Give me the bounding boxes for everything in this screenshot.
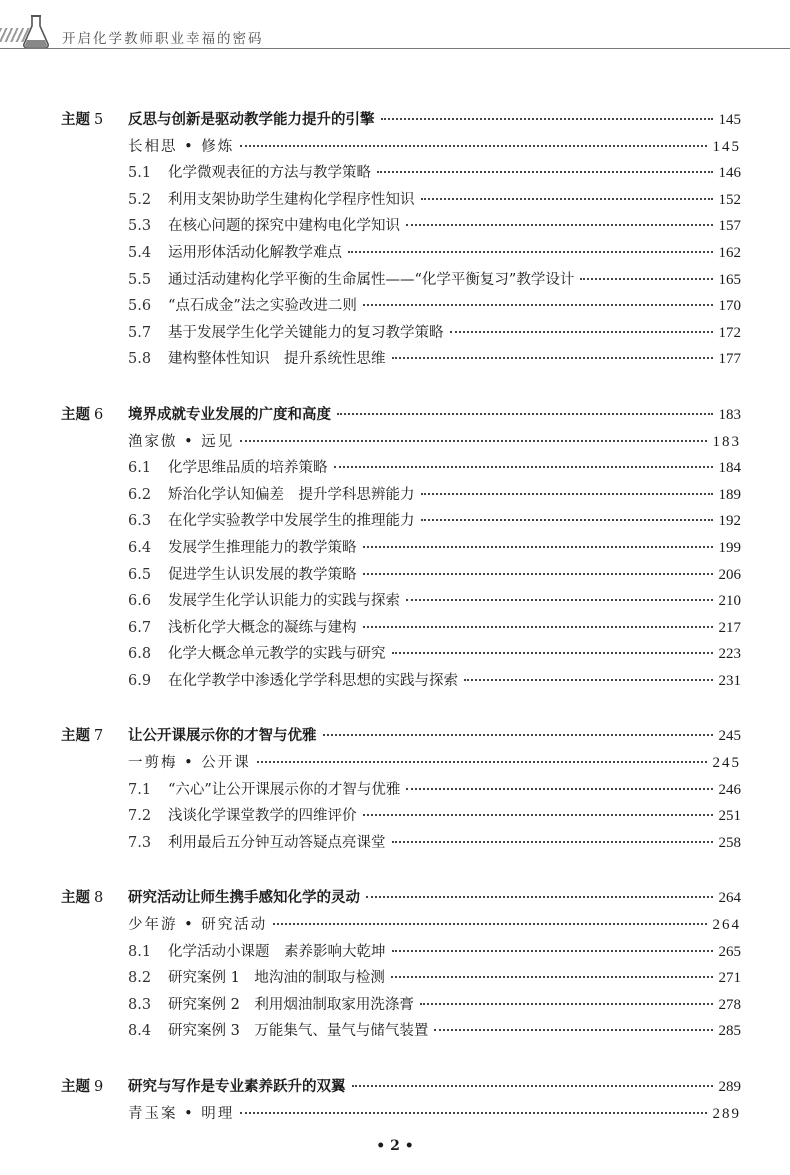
entry-label bbox=[128, 778, 400, 799]
page-number-ref: 145 bbox=[718, 112, 741, 128]
theme-number: 8 bbox=[94, 890, 104, 907]
entry-label bbox=[128, 804, 357, 825]
entry-title: 促进学生认识发展的教学策略 bbox=[168, 566, 357, 583]
entry-title: 化学微观表征的方法与教学策略 bbox=[168, 165, 371, 182]
page-number-ref: 245 bbox=[712, 755, 741, 772]
dot-leader bbox=[363, 546, 713, 548]
entry-number: 7.1 bbox=[128, 781, 152, 798]
entry-title: 建构整体性知识 提升系统性思维 bbox=[168, 351, 386, 368]
toc-section bbox=[0, 886, 790, 1046]
dot-leader bbox=[257, 761, 707, 763]
page-number-ref: 199 bbox=[718, 539, 741, 556]
dot-leader bbox=[363, 304, 713, 306]
entry-number: 6.4 bbox=[128, 539, 152, 556]
dot-leader bbox=[434, 1029, 712, 1031]
page-number-ref: 145 bbox=[712, 138, 741, 155]
dot-leader bbox=[366, 896, 713, 898]
page-number-ref: 157 bbox=[718, 218, 741, 235]
dot-leader bbox=[348, 251, 713, 253]
dot-leader bbox=[580, 278, 712, 280]
theme-label-text: 主题 bbox=[61, 406, 90, 423]
toc-entry-row[interactable] bbox=[0, 321, 790, 348]
dot-leader bbox=[391, 976, 713, 978]
flask-logo-icon bbox=[20, 12, 52, 52]
entry-number: 5.4 bbox=[128, 244, 152, 261]
page-number-ref: 289 bbox=[718, 1079, 741, 1095]
entry-label bbox=[128, 347, 386, 368]
dot-leader bbox=[377, 171, 713, 173]
entry-title: 基于发展学生化学关键能力的复习教学策略 bbox=[168, 324, 444, 341]
page-number-ref: 184 bbox=[718, 460, 741, 477]
entry-title: 在化学实验教学中发展学生的推理能力 bbox=[168, 513, 415, 530]
toc-entry-row[interactable] bbox=[0, 778, 790, 805]
toc-entry-row[interactable] bbox=[0, 589, 790, 616]
toc-entry-row[interactable] bbox=[0, 536, 790, 563]
dot-leader bbox=[464, 679, 713, 681]
toc-entry-row[interactable] bbox=[0, 669, 790, 696]
subtitle-label: 青玉案 • 明理 bbox=[128, 1105, 235, 1122]
page-number-ref: 264 bbox=[718, 890, 741, 907]
entry-number: 6.6 bbox=[128, 593, 152, 610]
toc-entry-row[interactable] bbox=[0, 804, 790, 831]
theme-label bbox=[61, 724, 103, 745]
entry-title: 在核心问题的探究中建构电化学知识 bbox=[168, 218, 400, 235]
entry-number: 6.9 bbox=[128, 672, 152, 689]
entry-title: 利用最后五分钟互动答疑点亮课堂 bbox=[168, 834, 386, 851]
dot-leader bbox=[420, 1003, 713, 1005]
entry-title: 浅谈化学课堂教学的四维评价 bbox=[168, 808, 357, 825]
page-number-ref: 285 bbox=[718, 1023, 741, 1040]
toc-entry-row[interactable] bbox=[0, 294, 790, 321]
entry-number: 6.1 bbox=[128, 460, 152, 477]
toc-entry-row[interactable] bbox=[0, 616, 790, 643]
toc-subtitle-row[interactable] bbox=[0, 913, 790, 940]
dot-leader bbox=[392, 357, 713, 359]
theme-number: 5 bbox=[94, 112, 104, 128]
toc-subtitle-row[interactable] bbox=[0, 430, 790, 457]
entry-label bbox=[128, 294, 357, 315]
entry-label bbox=[128, 161, 371, 182]
toc-entry-row[interactable] bbox=[0, 993, 790, 1020]
page-number-ref: 189 bbox=[718, 486, 741, 503]
dot-leader bbox=[240, 440, 706, 442]
dot-leader bbox=[337, 413, 713, 415]
dot-leader bbox=[323, 734, 713, 736]
page-number-ref: 251 bbox=[718, 808, 741, 825]
entry-title: 浅析化学大概念的凝练与建构 bbox=[168, 619, 357, 636]
toc-entry-row[interactable] bbox=[0, 456, 790, 483]
entry-title: 通过活动建构化学平衡的生命属性——“化学平衡复习”教学设计 bbox=[168, 271, 575, 288]
theme-title: 让公开课展示你的才智与优雅 bbox=[128, 728, 317, 745]
dot-leader bbox=[392, 841, 713, 843]
entry-number: 6.7 bbox=[128, 619, 152, 636]
dot-leader bbox=[363, 573, 713, 575]
page-number-ref: 183 bbox=[712, 433, 741, 450]
theme-title: 研究活动让师生携手感知化学的灵动 bbox=[128, 890, 360, 907]
page-number-ref: 170 bbox=[718, 298, 741, 315]
entry-title: 运用形体活动化解教学难点 bbox=[168, 244, 342, 261]
toc-entry-row[interactable] bbox=[0, 940, 790, 967]
entry-label bbox=[128, 509, 415, 530]
dot-leader bbox=[406, 599, 713, 601]
toc-subtitle-row[interactable] bbox=[0, 1102, 790, 1129]
dot-leader bbox=[421, 493, 713, 495]
page-number-ref: 246 bbox=[718, 781, 741, 798]
dot-leader bbox=[334, 466, 713, 468]
subtitle-label: 少年游 • 研究活动 bbox=[128, 917, 268, 934]
entry-number: 5.5 bbox=[128, 271, 152, 288]
theme-title: 境界成就专业发展的广度和高度 bbox=[128, 406, 331, 423]
page-number-ref: 245 bbox=[718, 728, 741, 745]
toc-entry-row[interactable] bbox=[0, 563, 790, 590]
page-header bbox=[0, 0, 790, 64]
entry-label bbox=[128, 321, 444, 342]
entry-number: 8.2 bbox=[128, 970, 152, 987]
entry-number: 5.1 bbox=[128, 165, 152, 182]
subtitle-label: 渔家傲 • 远见 bbox=[128, 433, 235, 450]
page-number-ref: 271 bbox=[718, 970, 741, 987]
dot-leader bbox=[421, 198, 713, 200]
entry-number: 8.3 bbox=[128, 996, 152, 1013]
entry-title: 化学活动小课题 素养影响大乾坤 bbox=[168, 943, 386, 960]
entry-title: 化学大概念单元教学的实践与研究 bbox=[168, 646, 386, 663]
entry-title: 利用支架协助学生建构化学程序性知识 bbox=[168, 191, 415, 208]
toc-entry-row[interactable] bbox=[0, 268, 790, 295]
page-number-ref: 165 bbox=[718, 271, 741, 288]
toc-entry-row[interactable] bbox=[0, 642, 790, 669]
theme-label-text: 主题 bbox=[61, 1079, 90, 1095]
entry-label bbox=[128, 966, 385, 987]
toc-entry-row[interactable] bbox=[0, 241, 790, 268]
toc-section bbox=[0, 108, 790, 374]
entry-title: “点石成金”法之实验改进二则 bbox=[168, 298, 357, 315]
entry-label bbox=[128, 616, 357, 637]
entry-label bbox=[128, 536, 357, 557]
dot-leader bbox=[450, 331, 713, 333]
dot-leader bbox=[381, 118, 713, 120]
dot-leader bbox=[240, 145, 706, 147]
theme-title: 研究与写作是专业素养跃升的双翼 bbox=[128, 1079, 346, 1095]
page-number-ref: 289 bbox=[712, 1105, 741, 1122]
entry-number: 5.8 bbox=[128, 351, 152, 368]
toc-theme-row[interactable] bbox=[0, 403, 790, 430]
entry-title: 矫治化学认知偏差 提升学科思辨能力 bbox=[168, 486, 415, 503]
entry-label bbox=[128, 940, 386, 961]
toc-section bbox=[0, 1075, 790, 1128]
entry-number: 5.7 bbox=[128, 324, 152, 341]
theme-title: 反思与创新是驱动教学能力提升的引擎 bbox=[128, 112, 375, 128]
theme-label-text: 主题 bbox=[61, 728, 90, 745]
entry-title: 化学思维品质的培养策略 bbox=[168, 460, 328, 477]
theme-label bbox=[61, 403, 103, 424]
dot-leader bbox=[363, 814, 713, 816]
dot-leader bbox=[352, 1085, 713, 1087]
toc-entry-row[interactable] bbox=[0, 483, 790, 510]
entry-number: 5.3 bbox=[128, 218, 152, 235]
toc-section bbox=[0, 724, 790, 857]
entry-number: 8.1 bbox=[128, 943, 152, 960]
entry-label bbox=[128, 483, 415, 504]
page-number: • 2 • bbox=[376, 1138, 414, 1154]
entry-number: 6.8 bbox=[128, 646, 152, 663]
dot-leader bbox=[421, 519, 713, 521]
entry-title: 研究案例 1 地沟油的制取与检测 bbox=[168, 970, 385, 987]
page-number-ref: 223 bbox=[718, 646, 741, 663]
entry-number: 6.5 bbox=[128, 566, 152, 583]
toc-subtitle-row[interactable] bbox=[0, 751, 790, 778]
theme-label bbox=[61, 886, 103, 907]
toc-entry-row[interactable] bbox=[0, 188, 790, 215]
entry-title: 研究案例 2 利用烟油制取家用洗涤膏 bbox=[168, 996, 414, 1013]
toc-theme-row[interactable] bbox=[0, 1075, 790, 1102]
page-number-ref: 278 bbox=[718, 996, 741, 1013]
entry-number: 5.6 bbox=[128, 298, 152, 315]
subtitle-label: 一剪梅 • 公开课 bbox=[128, 755, 251, 772]
entry-number: 8.4 bbox=[128, 1023, 152, 1040]
page-number-ref: 264 bbox=[712, 917, 741, 934]
entry-number: 7.2 bbox=[128, 808, 152, 825]
page-number-ref: 152 bbox=[718, 191, 741, 208]
toc-subtitle-row[interactable] bbox=[0, 135, 790, 162]
entry-title: 研究案例 3 万能集气、量气与储气装置 bbox=[168, 1023, 429, 1040]
dot-leader bbox=[406, 224, 713, 226]
toc-entry-row[interactable] bbox=[0, 831, 790, 858]
entry-label bbox=[128, 214, 400, 235]
page-number-ref: 231 bbox=[718, 672, 741, 689]
toc-entry-row[interactable] bbox=[0, 1019, 790, 1046]
entry-label bbox=[128, 1019, 428, 1040]
page-number-ref: 162 bbox=[718, 244, 741, 261]
page-number-ref: 192 bbox=[718, 513, 741, 530]
entry-title: 在化学教学中渗透化学学科思想的实践与探索 bbox=[168, 672, 458, 689]
theme-label bbox=[61, 108, 103, 129]
toc-theme-row[interactable] bbox=[0, 724, 790, 751]
entry-label bbox=[128, 188, 415, 209]
page-number-ref: 258 bbox=[718, 834, 741, 851]
entry-title: “六心”让公开课展示你的才智与优雅 bbox=[168, 781, 401, 798]
dot-leader bbox=[363, 626, 713, 628]
subtitle-label: 长相思 • 修炼 bbox=[128, 138, 235, 155]
dot-leader bbox=[240, 1112, 706, 1114]
toc-theme-row[interactable] bbox=[0, 108, 790, 135]
theme-label bbox=[61, 1075, 103, 1096]
theme-number: 6 bbox=[94, 406, 104, 423]
entry-label bbox=[128, 563, 357, 584]
entry-title: 发展学生推理能力的教学策略 bbox=[168, 539, 357, 556]
entry-number: 5.2 bbox=[128, 191, 152, 208]
table-of-contents bbox=[0, 108, 790, 1157]
page-number-ref: 172 bbox=[718, 324, 741, 341]
toc-section bbox=[0, 403, 790, 696]
toc-entry-row[interactable] bbox=[0, 347, 790, 374]
entry-label bbox=[128, 831, 386, 852]
entry-label bbox=[128, 993, 414, 1014]
entry-number: 7.3 bbox=[128, 834, 152, 851]
entry-label bbox=[128, 268, 574, 289]
page-number-ref: 206 bbox=[718, 566, 741, 583]
toc-entry-row[interactable] bbox=[0, 214, 790, 241]
entry-label bbox=[128, 241, 342, 262]
entry-number: 6.3 bbox=[128, 513, 152, 530]
toc-entry-row[interactable] bbox=[0, 509, 790, 536]
page-number-ref: 265 bbox=[718, 943, 741, 960]
entry-number: 6.2 bbox=[128, 486, 152, 503]
entry-label bbox=[128, 589, 400, 610]
page-number-ref: 177 bbox=[718, 351, 741, 368]
header-title: 开启化学教师职业幸福的密码 bbox=[62, 31, 264, 47]
theme-number: 7 bbox=[94, 728, 104, 745]
page-number-ref: 146 bbox=[718, 165, 741, 182]
entry-title: 发展学生化学认识能力的实践与探索 bbox=[168, 593, 400, 610]
toc-entry-row[interactable] bbox=[0, 966, 790, 993]
dot-leader bbox=[406, 788, 712, 790]
entry-label bbox=[128, 642, 386, 663]
dot-leader bbox=[273, 923, 706, 925]
page-number-ref: 210 bbox=[718, 593, 741, 610]
header-rule bbox=[0, 48, 790, 49]
toc-theme-row[interactable] bbox=[0, 886, 790, 913]
entry-label bbox=[128, 456, 328, 477]
theme-label-text: 主题 bbox=[61, 112, 90, 128]
toc-entry-row[interactable] bbox=[0, 161, 790, 188]
theme-number: 9 bbox=[94, 1079, 104, 1095]
page-number-ref: 183 bbox=[718, 406, 741, 423]
dot-leader bbox=[392, 652, 713, 654]
entry-label bbox=[128, 669, 458, 690]
theme-label-text: 主题 bbox=[61, 890, 90, 907]
page-number-ref: 217 bbox=[718, 619, 741, 636]
dot-leader bbox=[392, 950, 713, 952]
